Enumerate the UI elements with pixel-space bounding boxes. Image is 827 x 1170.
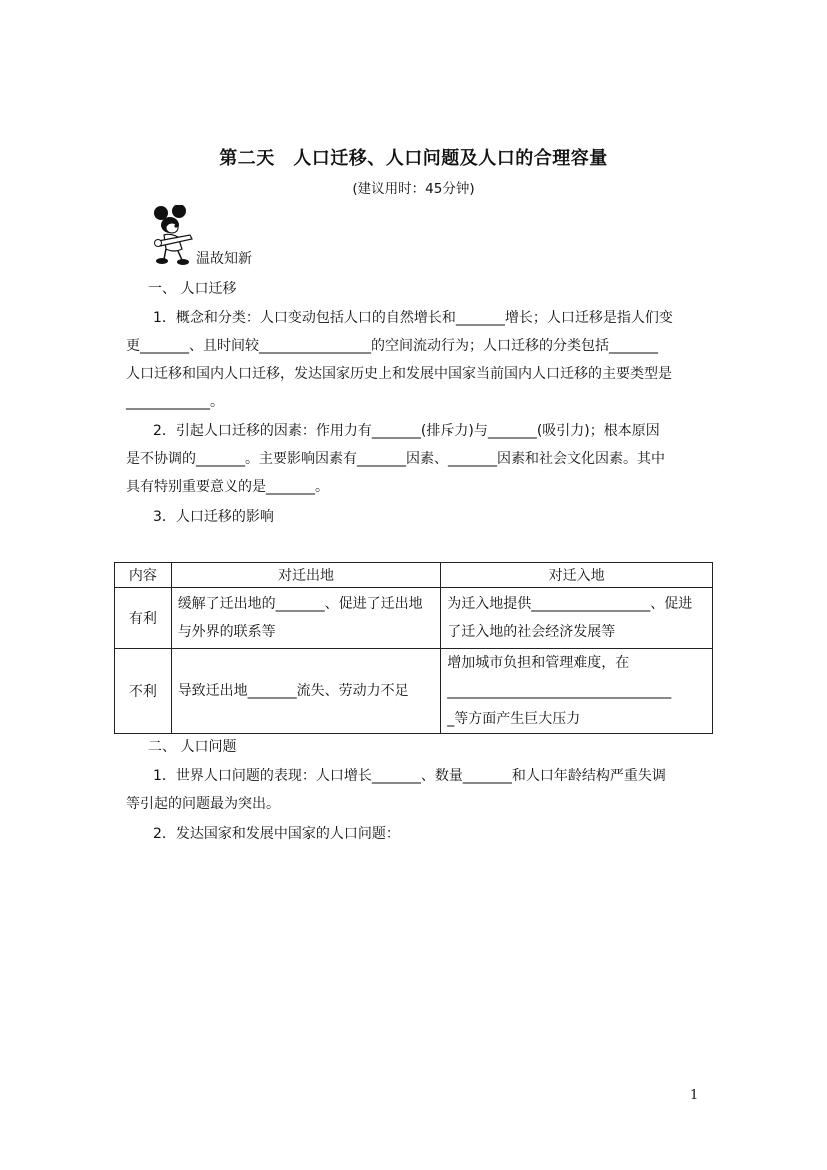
row-label: 不利 xyxy=(115,649,172,734)
paragraph-line: 等引起的问题最为突出。 xyxy=(126,796,280,812)
migration-impact-table xyxy=(114,562,713,734)
table-cell xyxy=(171,649,441,734)
cell-line: ________________________________ xyxy=(447,683,672,699)
paragraph-line: 人口迁移和国内人口迁移，发达国家历史上和发展中国家当前国内人口迁移的主要类型是 xyxy=(126,366,672,382)
table-header-cell: 内容 xyxy=(115,563,172,588)
mickey-mascot-icon xyxy=(152,205,198,267)
section-heading-migration: 一、 人口迁移 xyxy=(148,281,237,297)
table-header-row xyxy=(115,563,713,588)
cell-line: 了迁入地的社会经济发展等 xyxy=(447,624,616,640)
cell-line: 与外界的联系等 xyxy=(177,624,276,640)
paragraph-line: 更_______、且时间较________________的空间流动行为；人口迁移的分类包括_______ xyxy=(126,338,658,354)
table-cell xyxy=(441,588,713,649)
paragraph-line: 2．引起人口迁移的因素：作用力有_______(排斥力)与_______(吸引力)；根本原因 xyxy=(153,423,660,439)
paragraph-line: 1．概念和分类：人口变动包括人口的自然增长和_______增长；人口迁移是指人们变 xyxy=(153,310,673,326)
section-heading-population-problems: 二、 人口问题 xyxy=(148,739,237,755)
row-label: 有利 xyxy=(115,588,172,649)
page-title: 第二天 人口迁移、人口问题及人口的合理容量 xyxy=(219,148,608,169)
cell-line: 缓解了迁出地的_______、促进了迁出地 xyxy=(177,596,423,612)
paragraph-line: 2．发达国家和发展中国家的人口问题： xyxy=(153,826,400,842)
table-header-cell: 对迁出地 xyxy=(171,563,441,588)
table-row xyxy=(115,649,713,734)
cell-line: 导致迁出地_______流失、劳动力不足 xyxy=(177,683,409,699)
paragraph-line: 是不协调的_______。主要影响因素有_______因素、_______因素和社会文化因素。其中 xyxy=(126,451,665,467)
page-number: 1 xyxy=(690,1088,699,1103)
table-cell xyxy=(171,588,441,649)
paragraph-line: 1．世界人口问题的表现：人口增长_______、数量_______和人口年龄结构严重失调 xyxy=(153,768,666,784)
cell-line: 增加城市负担和管理难度，在 xyxy=(447,655,630,671)
table-cell xyxy=(441,649,713,734)
suggested-time: (建议用时：45分钟) xyxy=(352,181,475,197)
paragraph-line: ____________。 xyxy=(126,394,224,410)
paragraph-line: 3．人口迁移的影响 xyxy=(153,509,274,525)
paragraph-line: 具有特别重要意义的是_______。 xyxy=(126,479,329,495)
cell-line: _等方面产生巨大压力 xyxy=(447,711,581,727)
cell-line: 为迁入地提供_________________、促进 xyxy=(447,596,693,612)
section-badge-label: 温故知新 xyxy=(196,251,252,267)
table-header-cell: 对迁入地 xyxy=(441,563,713,588)
table-row xyxy=(115,588,713,649)
